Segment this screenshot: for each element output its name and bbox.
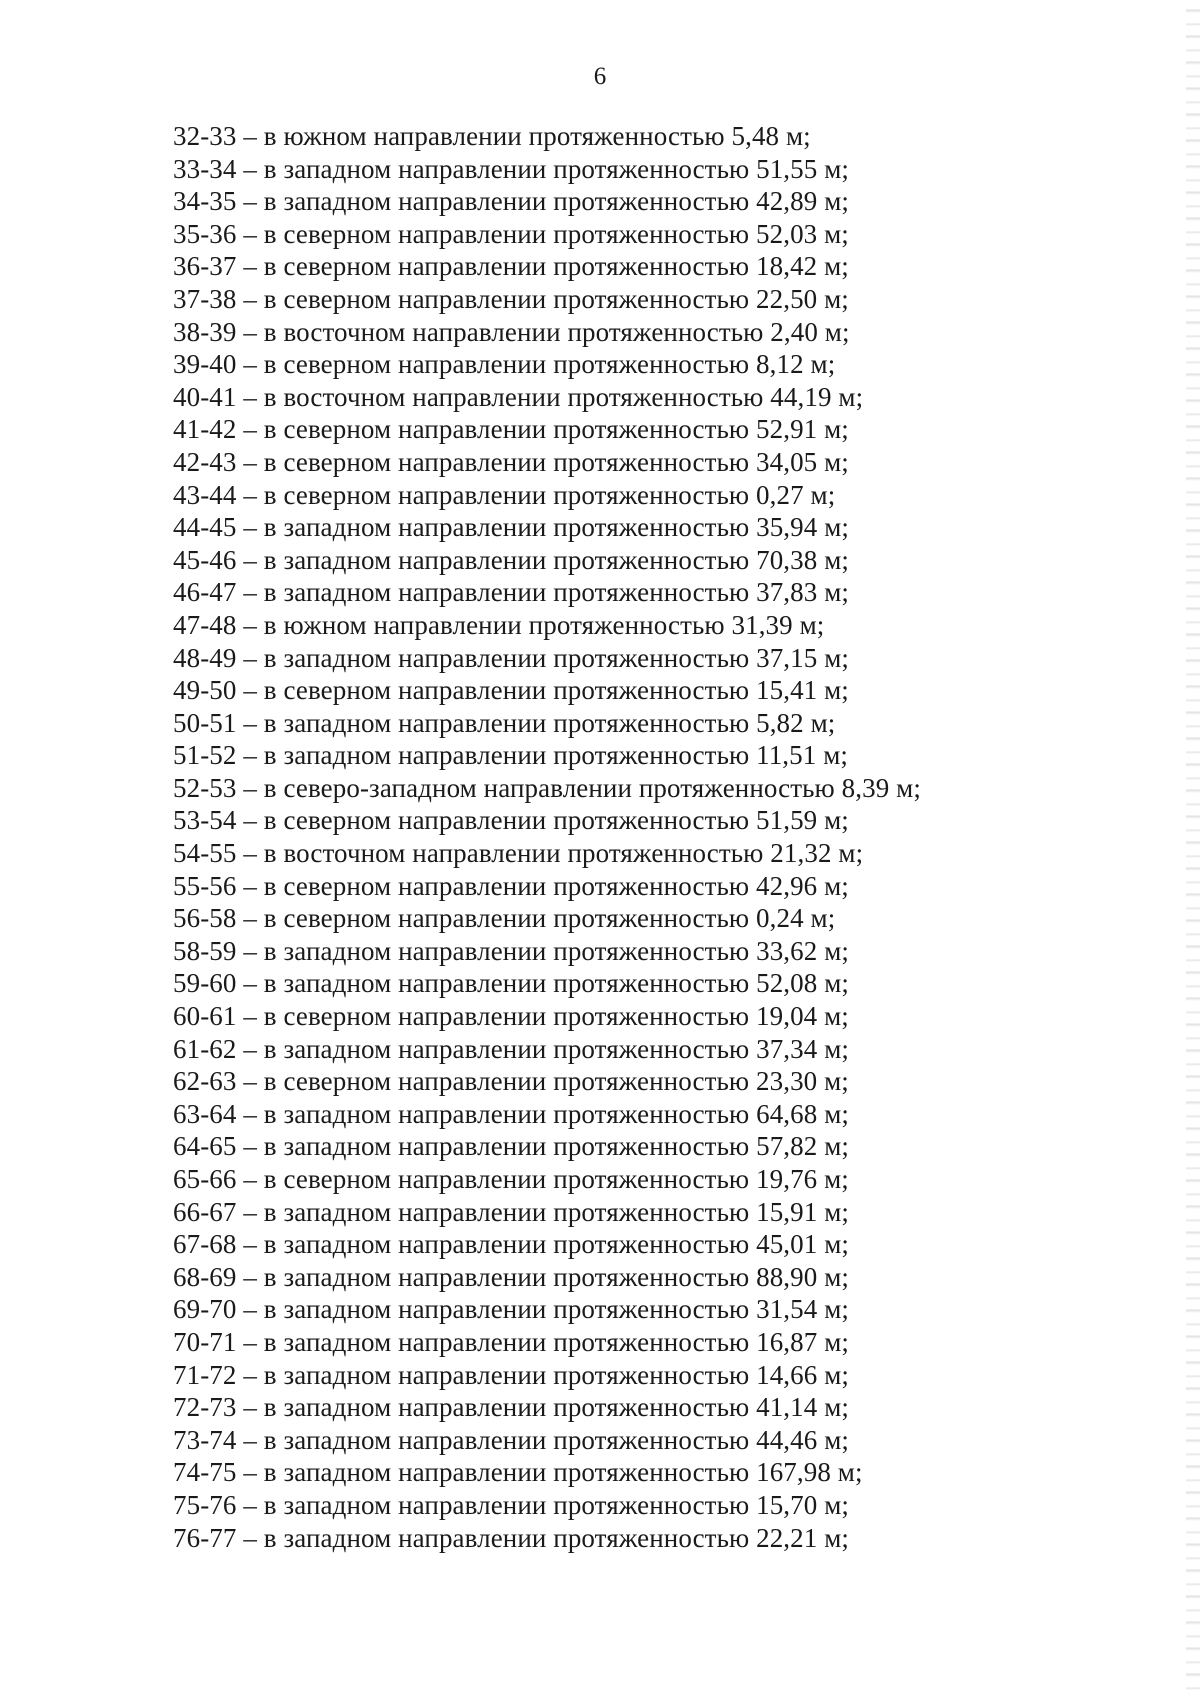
boundary-segment-line: 67-68 – в западном направлении протяженностью 45,01 м; [173, 1229, 849, 1260]
boundary-segment-line: 50-51 – в западном направлении протяженностью 5,82 м; [173, 707, 836, 738]
boundary-segment-line: 71-72 – в западном направлении протяженностью 14,66 м; [173, 1359, 849, 1390]
boundary-segment-line: 53-54 – в северном направлении протяженностью 51,59 м; [173, 805, 849, 836]
boundary-segment-line: 58-59 – в западном направлении протяженностью 33,62 м; [173, 935, 849, 966]
boundary-segment-line: 63-64 – в западном направлении протяженностью 64,68 м; [173, 1098, 849, 1129]
boundary-segment-line: 65-66 – в северном направлении протяженностью 19,76 м; [173, 1164, 849, 1194]
page-number: 6 [593, 63, 607, 90]
boundary-segment-line: 68-69 – в западном направлении протяженностью 88,90 м; [173, 1261, 849, 1292]
boundary-segment-line: 41-42 – в северном направлении протяженностью 52,91 м; [173, 414, 849, 445]
boundary-segment-line: 56-58 – в северном направлении протяженностью 0,24 м; [173, 903, 836, 934]
boundary-segment-line: 32-33 – в южном направлении протяженностью 5,48 м; [173, 121, 811, 151]
boundary-segment-line: 38-39 – в восточном направлении протяженностью 2,40 м; [173, 316, 850, 347]
boundary-segment-line: 74-75 – в западном направлении протяженностью 167,98 м; [173, 1457, 863, 1488]
boundary-segment-list [173, 120, 1073, 1554]
boundary-segment-line: 43-44 – в северном направлении протяженностью 0,27 м; [173, 479, 836, 510]
boundary-segment-line: 72-73 – в западном направлении протяженностью 41,14 м; [173, 1392, 849, 1423]
boundary-segment-line: 49-50 – в северном направлении протяженностью 15,41 м; [173, 675, 849, 706]
boundary-segment-line: 45-46 – в западном направлении протяженностью 70,38 м; [173, 544, 849, 575]
boundary-segment-line: 54-55 – в восточном направлении протяженностью 21,32 м; [173, 838, 864, 869]
boundary-segment-line: 73-74 – в западном направлении протяженностью 44,46 м; [173, 1424, 849, 1455]
boundary-segment-line: 70-71 – в западном направлении протяженностью 16,87 м; [173, 1326, 849, 1357]
boundary-segment-line: 59-60 – в западном направлении протяженностью 52,08 м; [173, 968, 849, 999]
boundary-segment-line: 60-61 – в северном направлении протяженностью 19,04 м; [173, 1001, 849, 1032]
boundary-segment-line: 46-47 – в западном направлении протяженностью 37,83 м; [173, 577, 849, 608]
boundary-segment-line: 40-41 – в восточном направлении протяженностью 44,19 м; [173, 381, 864, 412]
boundary-segment-line: 61-62 – в западном направлении протяженностью 37,34 м; [173, 1033, 849, 1064]
boundary-segment-line: 36-37 – в северном направлении протяженностью 18,42 м; [173, 251, 849, 282]
boundary-segment-line: 75-76 – в западном направлении протяженностью 15,70 м; [173, 1489, 849, 1520]
boundary-segment-line: 35-36 – в северном направлении протяженностью 52,03 м; [173, 218, 849, 249]
boundary-segment-line: 55-56 – в северном направлении протяженностью 42,96 м; [173, 870, 849, 901]
boundary-segment-line: 48-49 – в западном направлении протяженностью 37,15 м; [173, 642, 849, 673]
boundary-segment-line: 42-43 – в северном направлении протяженностью 34,05 м; [173, 446, 849, 477]
boundary-segment-line: 34-35 – в западном направлении протяженностью 42,89 м; [173, 186, 849, 217]
boundary-segment-line: 62-63 – в северном направлении протяженностью 23,30 м; [173, 1066, 849, 1097]
boundary-segment-line: 37-38 – в северном направлении протяженностью 22,50 м; [173, 283, 849, 314]
boundary-segment-line: 33-34 – в западном направлении протяженностью 51,55 м; [173, 153, 849, 184]
boundary-segment-line: 66-67 – в западном направлении протяженностью 15,91 м; [173, 1196, 849, 1227]
scan-edge-artifact [1186, 0, 1200, 1696]
boundary-segment-line: 69-70 – в западном направлении протяженностью 31,54 м; [173, 1294, 849, 1325]
boundary-segment-line: 51-52 – в западном направлении протяженностью 11,51 м; [173, 740, 848, 771]
boundary-segment-line: 76-77 – в западном направлении протяженностью 22,21 м; [173, 1522, 849, 1553]
boundary-segment-line: 39-40 – в северном направлении протяженностью 8,12 м; [173, 349, 836, 380]
boundary-segment-line: 64-65 – в западном направлении протяженностью 57,82 м; [173, 1131, 849, 1162]
boundary-segment-line: 47-48 – в южном направлении протяженностью 31,39 м; [173, 609, 825, 640]
boundary-segment-line: 52-53 – в северо-западном направлении протяженностью 8,39 м; [173, 772, 921, 803]
boundary-segment-line: 44-45 – в западном направлении протяженностью 35,94 м; [173, 512, 849, 543]
